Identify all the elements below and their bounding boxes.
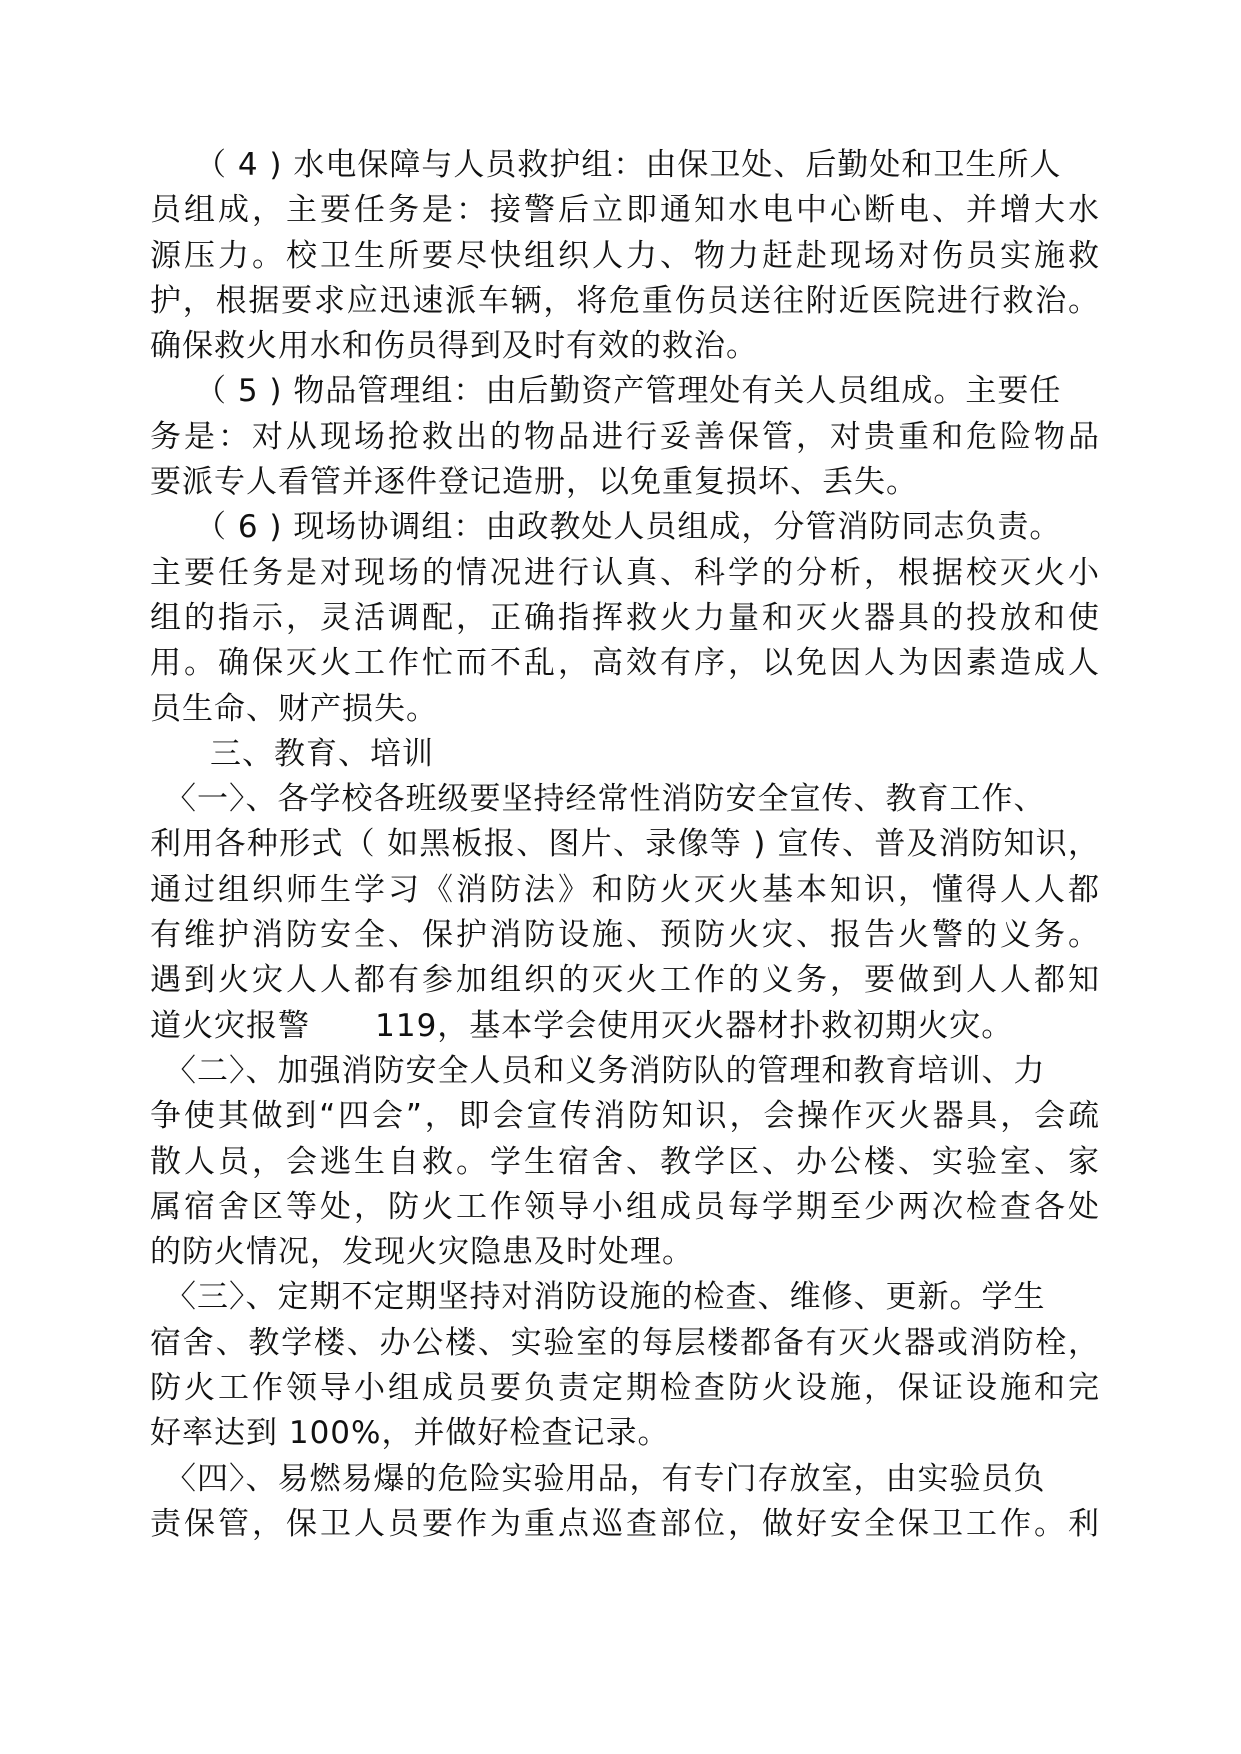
text-line: 务是：对从现场抢救出的物品进行妥善保管，对贵重和危险物品 — [150, 419, 1100, 455]
text-line: 〈一〉、各学校各班级要坚持经常性消防安全宣传、教育工作、 — [165, 781, 1046, 817]
text-line: 防火工作领导小组成员要负责定期检查防火设施，保证设施和完 — [150, 1370, 1100, 1406]
text-line: 的防火情况，发现火灾隐患及时处理。 — [150, 1234, 694, 1270]
text-line: 〈三〉、定期不定期坚持对消防设施的检查、维修、更新。学生 — [165, 1279, 1046, 1315]
text-line: 遇到火灾人人都有参加组织的灭火工作的义务，要做到人人都知 — [150, 962, 1100, 998]
text-line: 通过组织师生学习《消防法》和防火灭火基本知识，懂得人人都 — [150, 872, 1100, 908]
text-line: 〈四〉、易燃易爆的危险实验用品，有专门存放室，由实验员负 — [165, 1461, 1046, 1497]
text-line: 员生命、财产损失。 — [150, 691, 438, 727]
text-line: 用。确保灭火工作忙而不乱，高效有序，以免因人为因素造成人 — [150, 645, 1100, 681]
text-line: （ 4 ) 水电保障与人员救护组：由保卫处、后勤处和卫生所人 — [195, 147, 1062, 183]
text-line: 主要任务是对现场的情况进行认真、科学的分析，根据校灭火小 — [150, 555, 1100, 591]
text-line: 确保救火用水和伤员得到及时有效的救治。 — [150, 328, 758, 364]
text-line: 宿舍、教学楼、办公楼、实验室的每层楼都备有灭火器或消防栓， — [150, 1325, 1100, 1361]
text-line: 争使其做到“四会”，即会宣传消防知识，会操作灭火器具，会疏 — [150, 1098, 1100, 1134]
text-line: 源压力。校卫生所要尽快组织人力、物力赶赴现场对伤员实施救 — [150, 238, 1100, 274]
text-line: 道火灾报警 119，基本学会使用灭火器材扑救初期火灾。 — [150, 1008, 1014, 1044]
text-line: （ 5 ) 物品管理组：由后勤资产管理处有关人员组成。主要任 — [195, 373, 1062, 409]
text-line: 要派专人看管并逐件登记造册，以免重复损坏、丢失。 — [150, 464, 918, 500]
text-line: 属宿舍区等处，防火工作领导小组成员每学期至少两次检查各处 — [150, 1189, 1100, 1225]
text-line: 员组成，主要任务是：接警后立即通知水电中心断电、并增大水 — [150, 192, 1100, 228]
text-line: 护，根据要求应迅速派车辆，将危重伤员送往附近医院进行救治。 — [150, 283, 1100, 319]
text-line: 责保管，保卫人员要作为重点巡查部位，做好安全保卫工作。利 — [150, 1506, 1100, 1542]
text-line: 组的指示，灵活调配，正确指挥救火力量和灭火器具的投放和使 — [150, 600, 1100, 636]
text-line: 散人员，会逃生自救。学生宿舍、教学区、办公楼、实验室、家 — [150, 1144, 1100, 1180]
text-line: 有维护消防安全、保护消防设施、预防火灾、报告火警的义务。 — [150, 917, 1100, 953]
text-line: 〈二〉、加强消防安全人员和义务消防队的管理和教育培训、力 — [165, 1053, 1046, 1089]
text-line: （ 6 ) 现场协调组：由政教处人员组成，分管消防同志负责。 — [195, 509, 1062, 545]
section-heading: 三、教育、培训 — [210, 736, 434, 772]
text-line: 好率达到 100%，并做好检查记录。 — [150, 1415, 670, 1451]
text-line: 利用各种形式（ 如黑板报、图片、录像等 ) 宣传、普及消防知识， — [150, 826, 1100, 862]
